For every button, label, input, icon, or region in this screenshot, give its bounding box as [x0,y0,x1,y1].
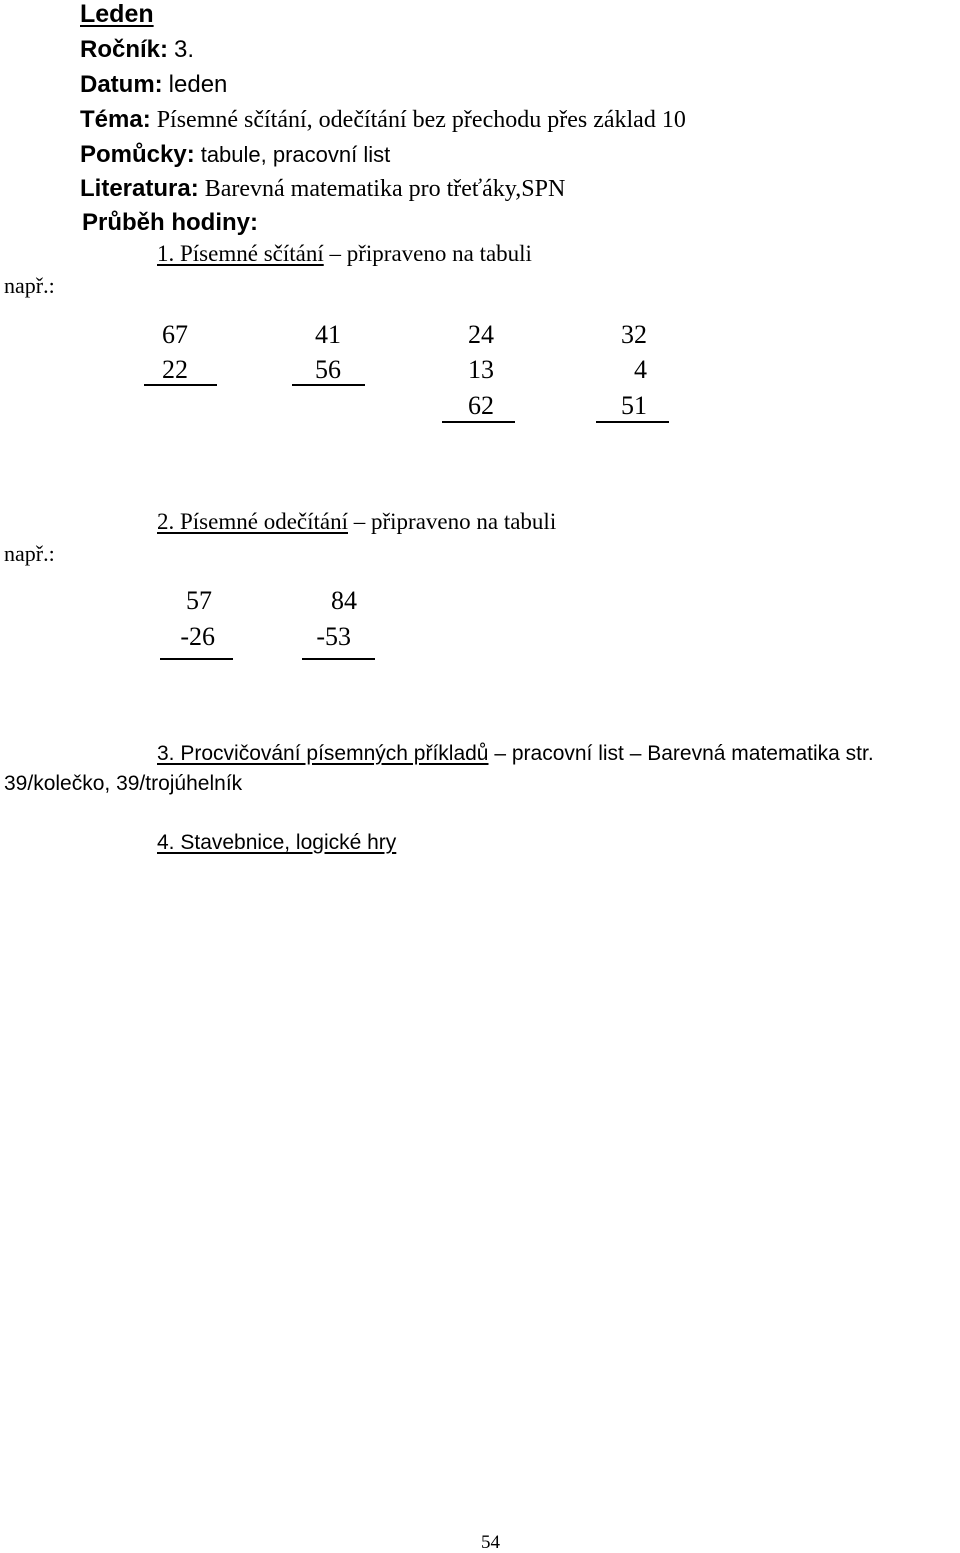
addend-bottom: 51 [621,391,647,420]
sum-line [292,384,365,386]
literature-label: Literatura: [80,175,199,202]
lesson-title: Leden [80,0,154,28]
grade-value: 3. [174,36,195,63]
section-4-heading: 4. Stavebnice, logické hry [157,831,397,854]
section-1-heading [157,242,532,265]
topic-row [80,108,686,132]
aids-label: Pomůcky: [80,141,195,168]
addend-bottom: 62 [468,391,494,420]
difference-line [160,658,233,660]
sum-line [442,421,515,423]
addend-top: 32 [621,320,647,349]
subtrahend: -26 [180,622,215,651]
aids-value: tabule, pracovní list [200,142,391,167]
section-3-note: – pracovní list – Barevná matematika str. [488,742,874,765]
example-label-2: např.: [4,541,55,566]
topic-label: Téma: [80,106,151,133]
addend-top: 67 [162,320,188,349]
aids-row [80,143,390,167]
section-3-heading [157,743,874,764]
sum-line [596,421,669,423]
section-2-title: 2. Písemné odečítání [157,509,348,534]
section-2-heading [157,510,556,533]
topic-value: Písemné sčítání, odečítání bez přechodu přes základ 10 [156,107,686,133]
difference-line [302,658,375,660]
page-number: 54 [481,1532,500,1553]
addend-top: 24 [468,320,494,349]
addend-bottom: 56 [315,355,341,384]
date-row [80,73,227,97]
literature-value: Barevná matematika pro třeťáky,SPN [204,176,566,202]
section-3-continuation: 39/kolečko, 39/trojúhelník [4,772,243,795]
addend-middle: 13 [468,355,494,384]
addend-top: 41 [315,320,341,349]
sum-line [144,384,217,386]
literature-row [80,177,565,201]
subtrahend: -53 [316,622,351,651]
addend-middle: 4 [634,355,647,384]
section-2-note: – připraveno na tabuli [348,509,557,534]
section-3-title: 3. Procvičování písemných příkladů [157,742,489,765]
date-label: Datum: [80,71,163,98]
minuend: 57 [186,586,212,615]
grade-row [80,38,194,62]
lesson-progress-heading: Průběh hodiny: [82,209,258,236]
date-value: leden [168,71,228,98]
section-1-note: – připraveno na tabuli [323,241,532,266]
grade-label: Ročník: [80,36,169,63]
minuend: 84 [331,586,357,615]
addend-bottom: 22 [162,355,188,384]
section-1-title: 1. Písemné sčítání [157,241,324,266]
example-label-1: např.: [4,273,55,298]
